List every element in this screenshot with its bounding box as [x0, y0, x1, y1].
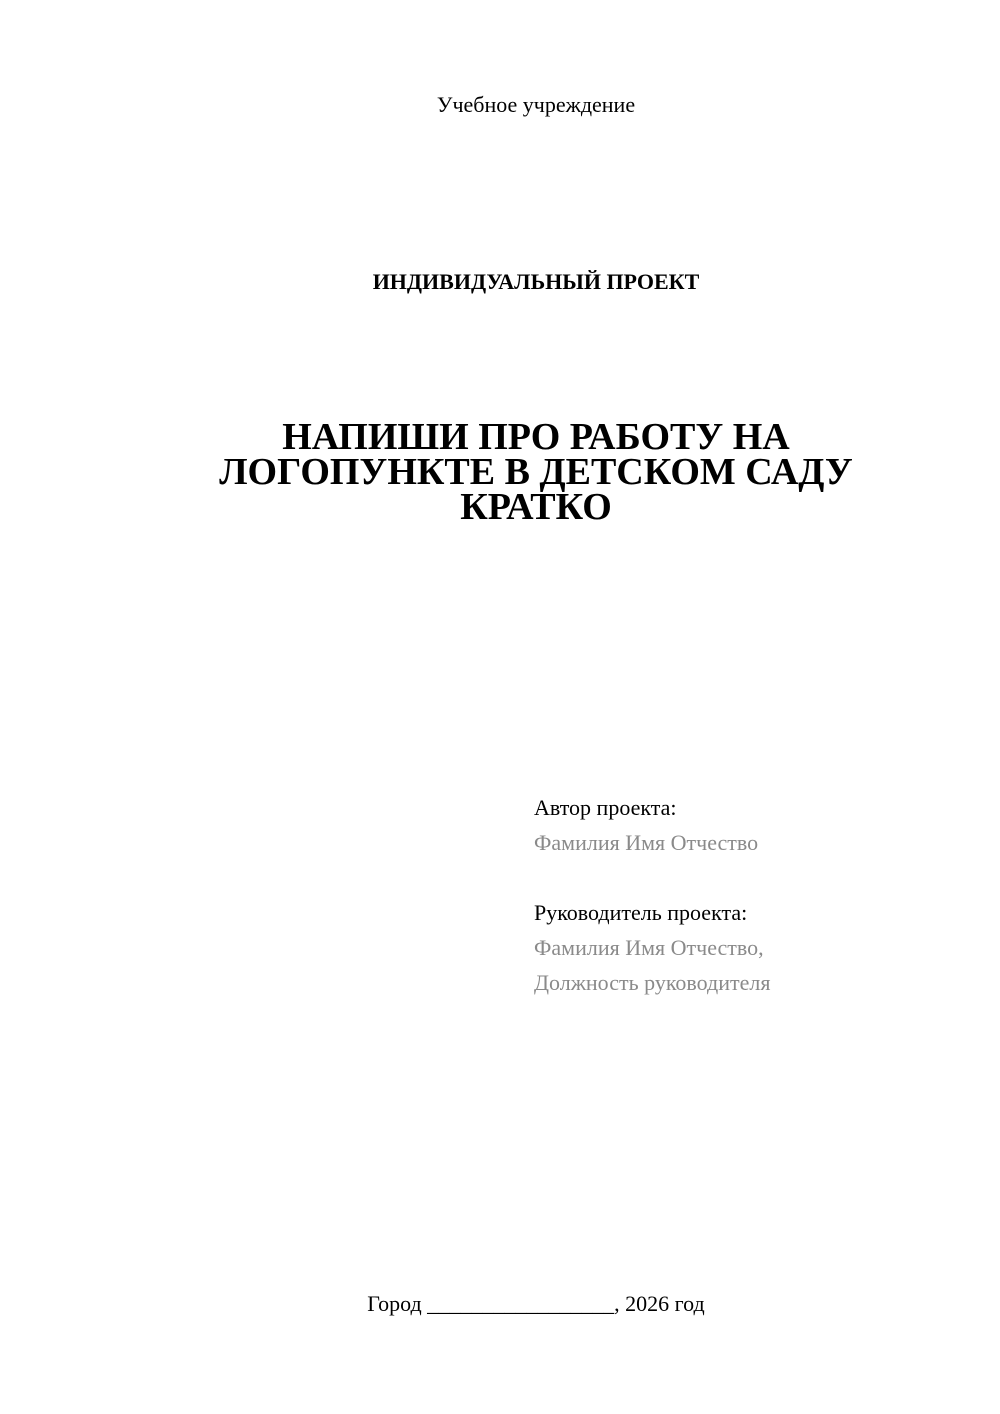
institution-name: Учебное учреждение: [436, 92, 636, 117]
project-title-line: ЛОГОПУНКТЕ В ДЕТСКОМ САДУ: [219, 451, 853, 493]
supervisor-position: Должность руководителя: [534, 970, 771, 995]
supervisor-label: Руководитель проекта:: [534, 900, 748, 925]
supervisor-block: [534, 895, 974, 1000]
project-title-line: НАПИШИ ПРО РАБОТУ НА: [282, 416, 790, 458]
author-block: [534, 790, 974, 860]
supervisor-name: Фамилия Имя Отчество,: [534, 935, 764, 960]
author-name: Фамилия Имя Отчество: [534, 830, 759, 855]
author-label: Автор проекта:: [534, 795, 677, 820]
project-title: [200, 416, 872, 528]
project-title-line: КРАТКО: [460, 486, 612, 528]
document-type-heading: ИНДИВИДУАЛЬНЫЙ ПРОЕКТ: [372, 269, 700, 294]
city-year-line: Город _________________, 2026 год: [367, 1291, 705, 1316]
